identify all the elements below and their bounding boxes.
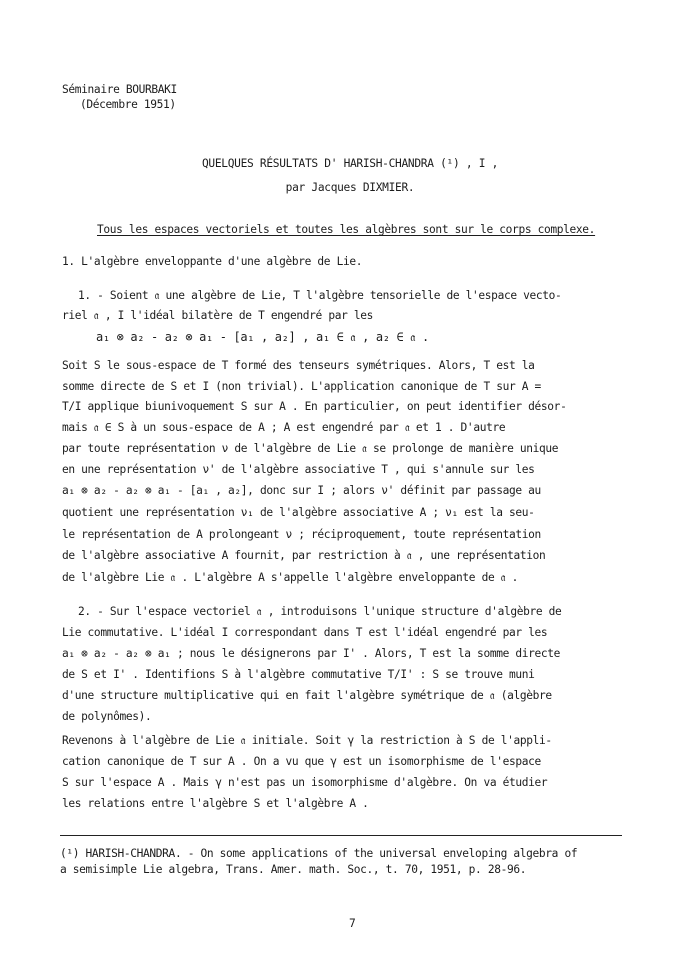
intro-statement: Tous les espaces vectoriels et toutes les algèbres sont sur le corps complexe. <box>97 223 596 236</box>
p1-line: 1. - Soient 𝔞 une algèbre de Lie, T l'algèbre tensorielle de l'espace vecto- <box>78 289 562 302</box>
section-heading: 1. L'algèbre enveloppante d'une algèbre de Lie. <box>62 255 363 268</box>
p1-line: de l'algèbre Lie 𝔞 . L'algèbre A s'appelle l'algèbre enveloppante de 𝔞 . <box>62 571 519 584</box>
p1-line: mais 𝔞 ∈ S à un sous-espace de A ; A est engendré par 𝔞 et 1 . D'autre <box>62 421 506 434</box>
p2-line: Lie commutative. L'idéal I correspondant dans T est l'idéal engendré par les <box>62 626 548 639</box>
seminar-date: (Décembre 1951) <box>80 98 176 111</box>
p1-line: a₁ ⊗ a₂ - a₂ ⊗ a₁ - [a₁ , a₂], donc sur I ; alors ν' définit par passage au <box>62 484 541 497</box>
p1-line: Soit S le sous-espace de T formé des tenseurs symétriques. Alors, T est la <box>62 359 535 372</box>
p2-line: d'une structure multiplicative qui en fait l'algèbre symétrique de 𝔞 (algèbre <box>62 689 552 702</box>
seminar-name: Séminaire BOURBAKI <box>62 83 177 96</box>
p2-line: de polynômes). <box>62 710 152 723</box>
paper-title: QUELQUES RÉSULTATS D' HARISH-CHANDRA (¹) , I , <box>201 157 499 170</box>
p3-line: cation canonique de T sur A . On a vu que γ est un isomorphisme de l'espace <box>62 755 541 768</box>
page-number: 7 <box>349 917 356 930</box>
p1-line: le représentation de A prolongeant ν ; réciproquement, toute représentation <box>62 528 541 541</box>
p1-line: par toute représentation ν de l'algèbre de Lie 𝔞 se prolonge de manière unique <box>62 442 559 455</box>
p1-line: riel 𝔞 , I l'idéal bilatère de T engendré par les <box>62 309 374 322</box>
p2-line: de S et I' . Identifions S à l'algèbre commutative T/I' : S se trouve muni <box>62 668 535 681</box>
p1-line: quotient une représentation ν₁ de l'algèbre associative A ; ν₁ est la seu- <box>62 506 535 519</box>
paper-author: par Jacques DIXMIER. <box>285 181 415 194</box>
p3-line: S sur l'espace A . Mais γ n'est pas un isomorphisme d'algèbre. On va étudier <box>62 776 548 789</box>
p1-line: en une représentation ν' de l'algèbre associative T , qui s'annule sur les <box>62 463 535 476</box>
p3-line: Revenons à l'algèbre de Lie 𝔞 initiale. Soit γ la restriction à S de l'appli- <box>62 734 552 747</box>
p1-line: somme directe de S et I (non trivial). L'application canonique de T sur A = <box>62 380 541 393</box>
p2-line: 2. - Sur l'espace vectoriel 𝔞 , introduisons l'unique structure d'algèbre de <box>78 605 562 618</box>
footnote-line: (¹) HARISH-CHANDRA. - On some applications of the universal enveloping algebra of <box>60 847 578 860</box>
footnote-divider <box>60 835 622 836</box>
footnote-line: a semisimple Lie algebra, Trans. Amer. math. Soc., t. 70, 1951, p. 28-96. <box>60 863 527 876</box>
p2-line: a₁ ⊗ a₂ - a₂ ⊗ a₁ ; nous le désignerons par I' . Alors, T est la somme directe <box>62 647 561 660</box>
p1-line: T/I applique biunivoquement S sur A . En particulier, on peut identifier désor- <box>62 400 567 413</box>
p1-line: de l'algèbre associative A fournit, par restriction à 𝔞 , une représentation <box>62 549 546 562</box>
p3-line: les relations entre l'algèbre S et l'algèbre A . <box>62 797 369 810</box>
p1-formula: a₁ ⊗ a₂ - a₂ ⊗ a₁ - [a₁ , a₂] , a₁ ∈ 𝔞 , a₂ ∈ 𝔞 . <box>96 330 429 344</box>
